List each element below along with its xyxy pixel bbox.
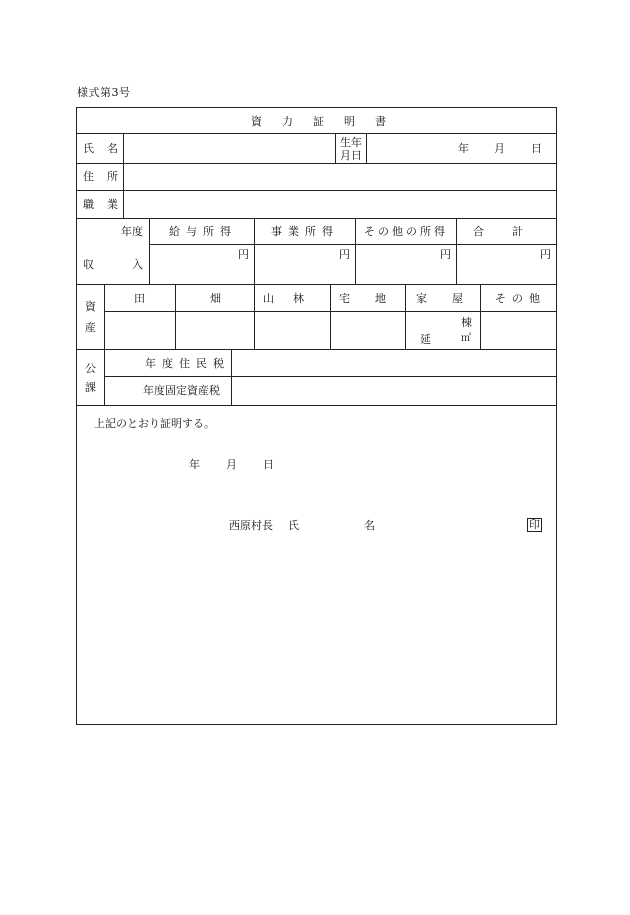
resident-tax-label: 年度住民税 bbox=[145, 357, 230, 370]
rule bbox=[149, 244, 556, 245]
rule bbox=[254, 284, 255, 349]
assets-label: 産 bbox=[85, 321, 96, 334]
title-char: 証 bbox=[313, 115, 324, 128]
certification-statement: 上記のとおり証明する。 bbox=[94, 417, 215, 430]
assets-column-header: 畑 bbox=[210, 292, 221, 305]
rule bbox=[77, 190, 556, 191]
rule bbox=[335, 133, 336, 163]
certificate-form bbox=[76, 107, 557, 725]
rule bbox=[175, 284, 176, 349]
address-label: 所 bbox=[107, 170, 118, 183]
house-building-unit: 棟 bbox=[461, 316, 472, 329]
assets-column-header: 宅 地 bbox=[339, 292, 393, 305]
issue-day-label: 日 bbox=[263, 458, 274, 471]
issue-month-label: 月 bbox=[226, 458, 237, 471]
income-year-label: 年度 bbox=[121, 225, 143, 238]
form-number: 様式第3号 bbox=[77, 86, 131, 99]
title-char: 書 bbox=[375, 115, 386, 128]
income-column-header: 合 計 bbox=[473, 225, 525, 238]
public-charges-label: 課 bbox=[85, 381, 96, 394]
title-char: 資 bbox=[251, 115, 262, 128]
rule bbox=[366, 133, 367, 163]
occupation-label: 職 bbox=[83, 198, 94, 211]
assets-column-header: 田 bbox=[134, 292, 145, 305]
rule bbox=[355, 218, 356, 284]
birthdate-month-label: 月 bbox=[494, 142, 505, 155]
yen-unit: 円 bbox=[339, 248, 350, 261]
birthdate-year-label: 年 bbox=[458, 142, 469, 155]
address-label: 住 bbox=[83, 170, 94, 183]
rule bbox=[149, 218, 150, 284]
income-column-header: 給与所得 bbox=[169, 225, 237, 238]
birthdate-label: 生年 bbox=[340, 136, 362, 149]
rule bbox=[104, 284, 105, 405]
rule bbox=[330, 284, 331, 349]
property-tax-label: 年度固定資産税 bbox=[143, 384, 220, 397]
house-floor-unit: ㎡ bbox=[461, 333, 471, 344]
rule bbox=[77, 349, 556, 350]
issuer-name-label: 名 bbox=[364, 519, 375, 532]
rule bbox=[77, 405, 556, 406]
rule bbox=[480, 284, 481, 349]
rule bbox=[123, 133, 124, 218]
name-label: 氏 bbox=[83, 142, 94, 155]
assets-column-header: 家 屋 bbox=[416, 292, 470, 305]
rule bbox=[405, 284, 406, 349]
rule bbox=[77, 133, 556, 134]
issue-year-label: 年 bbox=[189, 458, 200, 471]
birthdate-day-label: 日 bbox=[531, 142, 542, 155]
public-charges-label: 公 bbox=[85, 362, 96, 375]
rule bbox=[231, 349, 232, 405]
income-column-header: 事業所得 bbox=[271, 225, 339, 238]
assets-label: 資 bbox=[85, 300, 96, 313]
rule bbox=[77, 163, 556, 164]
income-label: 収 bbox=[83, 258, 94, 271]
assets-column-header: 山 林 bbox=[263, 292, 308, 305]
income-column-header: その他の所得 bbox=[364, 225, 448, 238]
issuer-title: 西原村長 bbox=[229, 519, 273, 532]
seal-mark: 印 bbox=[529, 518, 540, 531]
house-floor-label: 延 bbox=[420, 333, 431, 346]
yen-unit: 円 bbox=[238, 248, 249, 261]
issuer-name-label: 氏 bbox=[288, 519, 299, 532]
name-label: 名 bbox=[107, 142, 118, 155]
title-char: 力 bbox=[282, 115, 293, 128]
rule bbox=[77, 284, 556, 285]
rule bbox=[254, 218, 255, 284]
rule bbox=[456, 218, 457, 284]
occupation-label: 業 bbox=[107, 198, 118, 211]
income-label: 入 bbox=[132, 258, 143, 271]
title-char: 明 bbox=[344, 115, 355, 128]
birthdate-label: 月日 bbox=[340, 149, 362, 162]
rule bbox=[104, 376, 556, 377]
yen-unit: 円 bbox=[440, 248, 451, 261]
yen-unit: 円 bbox=[540, 248, 551, 261]
assets-column-header: その他 bbox=[495, 292, 546, 305]
